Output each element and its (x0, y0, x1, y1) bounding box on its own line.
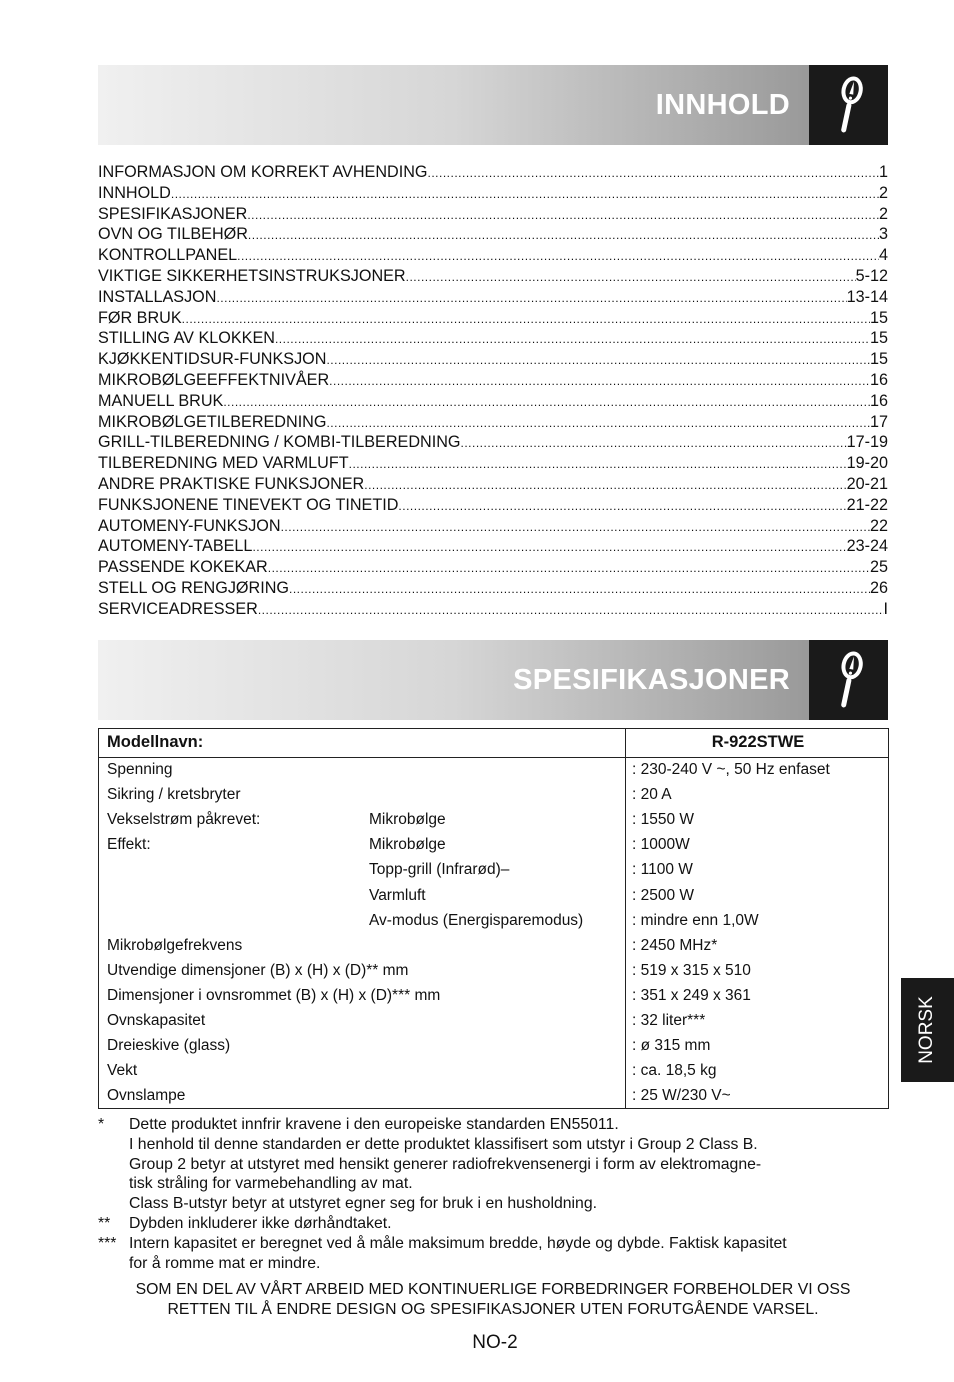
spec-sublabel: Varmluft (369, 886, 426, 904)
footnote-line: Intern kapasitet er beregnet ved å måle maksimum bredde, høyde og dybde. Faktisk kapasitet (129, 1234, 787, 1252)
toc-entry (98, 204, 888, 225)
toc-entry (98, 287, 888, 308)
toc-entry-label: INSTALLASJON (98, 287, 217, 306)
toc-entry-page: 13-14 (846, 287, 888, 306)
toc-entry-label: STILLING AV KLOKKEN (98, 329, 275, 348)
toc-leader-dots (398, 496, 846, 517)
toc-leader-dots (406, 267, 856, 288)
toc-entry (98, 453, 888, 474)
contents-banner (98, 65, 888, 145)
disclaimer-line: RETTEN TIL Å ENDRE DESIGN OG SPESIFIKASJONER UTEN FORUTGÅENDE VARSEL. (167, 1300, 819, 1318)
spec-value: : 519 x 315 x 510 (632, 961, 751, 979)
toc-entry (98, 245, 888, 266)
spec-value: : 230-240 V ~, 50 Hz enfaset (632, 761, 830, 778)
toc-leader-dots (364, 475, 846, 496)
spec-label: Dreieskive (glass) (107, 1037, 231, 1055)
toc-entry-label: PASSENDE KOKEKAR (98, 558, 268, 577)
footnotes (98, 1115, 888, 1273)
spec-row (99, 933, 888, 958)
toc-leader-dots (289, 579, 870, 600)
specs-icon-box (809, 640, 888, 720)
toc-entry-page: 2 (878, 183, 888, 202)
toc-leader-dots (281, 517, 870, 538)
spec-value: : 2500 W (632, 886, 695, 904)
toc-entry-label: FUNKSJONENE TINEVEKT OG TINETID (98, 495, 399, 514)
spec-row (99, 958, 888, 983)
toc-entry-page: 17 (869, 412, 888, 431)
footnote-line: Class B-utstyr betyr at utstyret egner seg for bruk i en husholdning. (129, 1195, 597, 1213)
toc-entry-label: AUTOMENY-TABELL (98, 537, 253, 556)
toc-entry (98, 412, 888, 433)
spec-label: Dimensjoner i ovnsrommet (B) x (H) x (D)*** mm (107, 986, 441, 1004)
toc-entry-page: 1 (878, 163, 888, 181)
spec-row (99, 1083, 888, 1108)
spec-label: Vekselstrøm påkrevet: (107, 811, 261, 829)
toc-entry-label: FØR BRUK (98, 308, 182, 327)
specifications-table (98, 728, 889, 1109)
spec-value: : 1550 W (632, 811, 695, 829)
footnote-line: Dette produktet innfrir kravene i den europeiske standarden EN55011. (129, 1116, 619, 1133)
toc-entry-label: INFORMASJON OM KORREKT AVHENDING (98, 163, 428, 181)
table-of-contents (98, 162, 888, 620)
toc-leader-dots (326, 350, 870, 371)
toc-leader-dots (182, 309, 870, 330)
spec-label: Utvendige dimensjoner (B) x (H) x (D)** mm (107, 961, 409, 979)
toc-entry-page: 15 (869, 350, 888, 369)
toc-entry-label: SPESIFIKASJONER (98, 204, 248, 223)
toc-entry-label: OVN OG TILBEHØR (98, 225, 248, 244)
toc-entry-label: ANDRE PRAKTISKE FUNKSJONER (98, 474, 365, 493)
toc-entry-label: KONTROLLPANEL (98, 246, 238, 265)
toc-leader-dots (252, 537, 846, 558)
toc-entry-page: 15 (869, 329, 888, 348)
toc-entry-label: VIKTIGE SIKKERHETSINSTRUKSJONER (98, 266, 406, 285)
toc-entry-page: 16 (869, 391, 888, 410)
toc-entry (98, 391, 888, 412)
toc-leader-dots (247, 205, 879, 226)
toc-entry-page: 19-20 (846, 454, 888, 473)
spec-sublabel: Mikrobølge (369, 811, 446, 829)
spec-value: : 2450 MHz* (632, 936, 718, 954)
contents-icon-box (809, 65, 888, 145)
toc-entry-page: 17-19 (846, 433, 888, 452)
toc-entry (98, 370, 888, 391)
toc-entry (98, 224, 888, 245)
specs-banner (98, 640, 888, 720)
toc-leader-dots (427, 163, 879, 184)
spec-row (99, 983, 888, 1008)
toc-entry-page: 3 (878, 225, 888, 244)
toc-entry (98, 557, 888, 578)
spec-value: : 351 x 249 x 361 (632, 986, 751, 1004)
spec-label: Mikrobølgefrekvens (107, 936, 243, 954)
spec-row (99, 832, 888, 857)
footnote-line: for å romme mat er mindre. (129, 1254, 321, 1272)
spec-value: : ca. 18,5 kg (632, 1062, 717, 1080)
contents-title: INNHOLD (655, 89, 790, 121)
spec-label: Spenning (107, 761, 173, 778)
footnote-line: Group 2 betyr at utstyret med hensikt generer radiofrekvensenergi i form av elektromagne- (129, 1155, 762, 1173)
spec-value: : 20 A (632, 786, 672, 804)
spec-row (99, 1033, 888, 1058)
toc-entry-label: MIKROBØLGEEFFEKTNIVÅER (98, 370, 330, 389)
spec-value: : 32 liter*** (632, 1012, 706, 1029)
spec-row (99, 757, 888, 782)
footnote-line: I henhold til denne standarden er dette produktet klassifisert som utstyr i Group 2 Class B. (129, 1135, 758, 1153)
toc-leader-dots (329, 371, 870, 392)
page-number: NO-2 (472, 1332, 518, 1353)
toc-entry-page: 23-24 (846, 537, 888, 556)
toc-leader-dots (258, 600, 884, 621)
exclamation-icon (835, 650, 863, 710)
toc-leader-dots (171, 184, 879, 205)
specs-title: SPESIFIKASJONER (513, 664, 790, 696)
toc-entry-page: I (883, 599, 888, 618)
toc-leader-dots (237, 246, 879, 267)
language-tab (901, 978, 954, 1082)
toc-leader-dots (223, 392, 870, 413)
toc-entry (98, 328, 888, 349)
toc-entry-label: SERVICEADRESSER (98, 599, 258, 618)
spec-label: Ovnslampe (107, 1087, 186, 1105)
model-name-value: R-922STWE (711, 733, 805, 751)
disclaimer (98, 1280, 888, 1320)
footnote-marker: ** (98, 1214, 111, 1232)
toc-entry-page: 16 (869, 370, 888, 389)
toc-entry-label: AUTOMENY-FUNKSJON (98, 516, 281, 535)
exclamation-icon (835, 75, 863, 135)
toc-entry (98, 474, 888, 495)
spec-value: : 1000W (632, 836, 690, 854)
spec-sublabel: Topp-grill (Infrarød)– (369, 861, 510, 879)
spec-row (99, 1008, 888, 1033)
toc-entry-page: 4 (878, 246, 888, 265)
spec-value: : 25 W/230 V~ (632, 1087, 731, 1105)
spec-row (99, 883, 888, 908)
toc-entry-label: MIKROBØLGETILBEREDNING (98, 412, 327, 431)
spec-label: Sikring / kretsbryter (107, 786, 241, 804)
toc-entry (98, 266, 888, 287)
toc-entry-page: 15 (869, 308, 888, 327)
toc-entry-page: 25 (869, 558, 888, 577)
toc-entry-page: 26 (869, 578, 888, 597)
toc-entry-page: 2 (878, 204, 888, 223)
toc-leader-dots (460, 433, 846, 454)
spec-row (99, 908, 888, 933)
spec-value: : mindre enn 1,0W (632, 911, 759, 929)
toc-entry (98, 578, 888, 599)
spec-label: Vekt (107, 1062, 138, 1080)
toc-leader-dots (326, 413, 870, 434)
footnote-line: tisk stråling for varmebehandling av mat. (129, 1175, 413, 1193)
toc-entry-label: TILBEREDNING MED VARMLUFT (98, 454, 349, 473)
toc-entry (98, 162, 888, 183)
toc-leader-dots (248, 225, 879, 246)
language-tab-label: NORSK (916, 996, 937, 1064)
footnote-marker: *** (98, 1234, 117, 1252)
model-name-label: Modellnavn: (107, 733, 204, 751)
toc-entry-page: 20-21 (846, 474, 888, 493)
toc-entry (98, 495, 888, 516)
footnote (98, 1234, 888, 1274)
footnote (98, 1214, 888, 1234)
toc-entry (98, 183, 888, 204)
toc-entry (98, 308, 888, 329)
toc-entry-page: 5-12 (855, 266, 888, 285)
toc-leader-dots (216, 288, 846, 309)
spec-row (99, 1058, 888, 1083)
spec-value: : ø 315 mm (632, 1037, 711, 1055)
toc-entry-label: KJØKKENTIDSUR-FUNKSJON (98, 350, 327, 369)
table-header (99, 729, 888, 758)
toc-entry-label: INNHOLD (98, 183, 171, 202)
toc-entry (98, 536, 888, 557)
spec-sublabel: Mikrobølge (369, 836, 446, 854)
footnote (98, 1115, 888, 1214)
toc-entry-label: MANUELL BRUK (98, 391, 224, 410)
toc-entry (98, 349, 888, 370)
toc-entry-label: GRILL-TILBEREDNING / KOMBI-TILBEREDNING (98, 433, 461, 452)
toc-entry-label: STELL OG RENGJØRING (98, 578, 289, 597)
disclaimer-line: SOM EN DEL AV VÅRT ARBEID MED KONTINUERLIGE FORBEDRINGER FORBEHOLDER VI OSS (135, 1281, 851, 1298)
spec-sublabel: Av-modus (Energisparemodus) (369, 911, 584, 929)
spec-value: : 1100 W (632, 861, 693, 879)
toc-entry (98, 516, 888, 537)
toc-entry-page: 22 (869, 516, 888, 535)
toc-leader-dots (349, 454, 847, 475)
spec-label: Ovnskapasitet (107, 1012, 206, 1029)
spec-row (99, 782, 888, 807)
toc-leader-dots (275, 329, 870, 350)
spec-label: Effekt: (107, 836, 151, 854)
spec-row (99, 857, 888, 882)
toc-entry-page: 21-22 (846, 495, 888, 514)
toc-entry (98, 432, 888, 453)
toc-entry (98, 599, 888, 620)
toc-leader-dots (268, 558, 870, 579)
spec-row (99, 807, 888, 832)
footnote-marker: * (98, 1116, 105, 1133)
footnote-line: Dybden inkluderer ikke dørhåndtaket. (129, 1214, 392, 1232)
